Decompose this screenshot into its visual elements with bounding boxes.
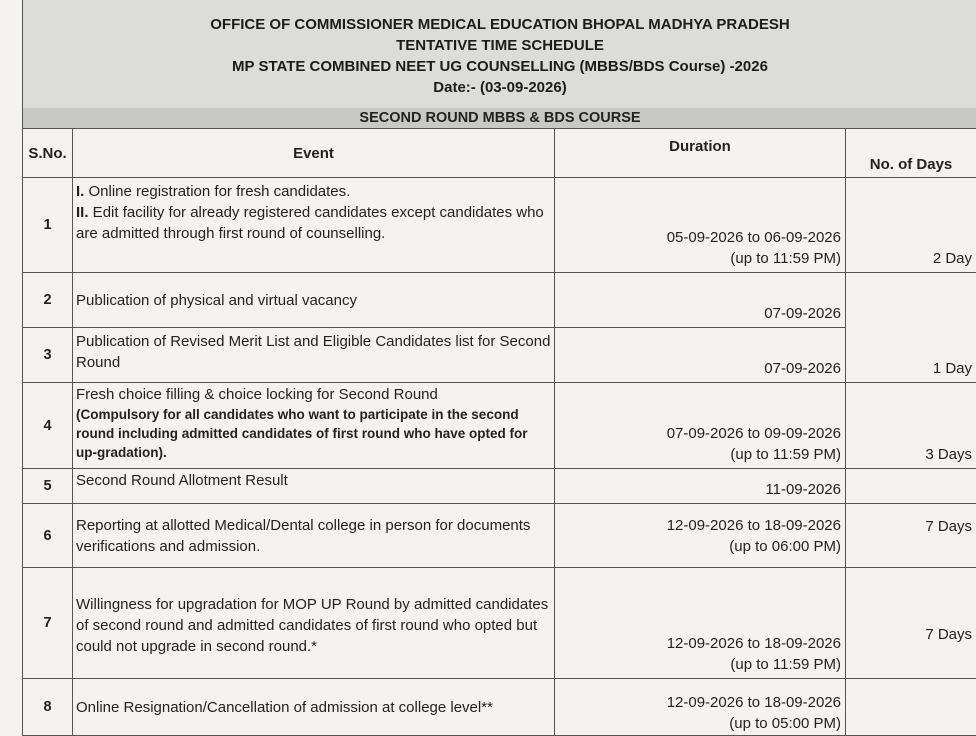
row-duration	[555, 679, 846, 736]
schedule-table	[22, 128, 976, 736]
column-header-sno: S.No.	[23, 129, 73, 178]
header-counselling-title: MP STATE COMBINED NEET UG COUNSELLING (MBBS/BDS Course) -2026	[23, 56, 976, 77]
row-sno: 3	[23, 328, 73, 383]
table-row	[23, 568, 976, 679]
event-item-text: Edit facility for already registered candidates except candidates who are admitted through first round of counselling.	[76, 204, 544, 242]
event-item-number: II.	[76, 204, 89, 221]
row-event: Publication of Revised Merit List and Eligible Candidates list for Second Round	[73, 328, 555, 383]
row-event: Publication of physical and virtual vacancy	[73, 273, 555, 328]
column-header-event: Event	[73, 129, 555, 178]
row-event: Second Round Allotment Result	[73, 469, 555, 504]
table-row	[23, 383, 976, 469]
duration-dates: 12-09-2026 to 18-09-2026	[555, 633, 841, 654]
row-event	[73, 178, 555, 273]
row-event	[73, 383, 555, 469]
row-sno: 6	[23, 504, 73, 568]
table-row	[23, 273, 976, 328]
duration-dates: 07-09-2026 to 09-09-2026	[555, 423, 841, 444]
column-header-duration: Duration	[555, 129, 846, 178]
row-event: Reporting at allotted Medical/Dental college in person for documents verifications and admission.	[73, 504, 555, 568]
table-row	[23, 469, 976, 504]
header-office-title: OFFICE OF COMMISSIONER MEDICAL EDUCATION BHOPAL MADHYA PRADESH	[23, 0, 976, 35]
row-duration	[555, 383, 846, 469]
row-days: 7 Days	[846, 504, 976, 568]
table-row	[23, 328, 976, 383]
duration-time: (up to 11:59 PM)	[555, 444, 841, 465]
column-header-days: No. of Days	[846, 129, 976, 178]
row-duration: 07-09-2026	[555, 328, 846, 383]
row-sno: 1	[23, 178, 73, 273]
event-note: (Compulsory for all candidates who want to participate in the second round including admitted candidates of first round who have opted for up-gradation).	[76, 405, 551, 462]
table-row	[23, 679, 976, 736]
event-item-text: Online registration for fresh candidates.	[84, 183, 350, 200]
row-sno: 7	[23, 568, 73, 679]
row-sno: 8	[23, 679, 73, 736]
table-header-row	[23, 129, 976, 178]
row-sno: 5	[23, 469, 73, 504]
duration-dates: 12-09-2026 to 18-09-2026	[555, 515, 841, 536]
header-date: Date:- (03-09-2026)	[23, 77, 976, 98]
duration-time: (up to 11:59 PM)	[555, 654, 841, 675]
row-event: Willingness for upgradation for MOP UP Round by admitted candidates of second round and admitted candidates of first round who opted but could not upgrade in second round.*	[73, 568, 555, 679]
row-duration: 11-09-2026	[555, 469, 846, 504]
table-row	[23, 178, 976, 273]
duration-time: (up to 11:59 PM)	[555, 248, 841, 269]
row-duration: 07-09-2026	[555, 273, 846, 328]
row-duration	[555, 568, 846, 679]
row-days: 1 Day	[846, 273, 976, 383]
duration-dates: 12-09-2026 to 18-09-2026	[555, 692, 841, 713]
row-days	[846, 679, 976, 736]
table-row	[23, 504, 976, 568]
row-sno: 4	[23, 383, 73, 469]
row-days: 3 Days	[846, 383, 976, 469]
row-event: Online Resignation/Cancellation of admission at college level**	[73, 679, 555, 736]
duration-time: (up to 06:00 PM)	[555, 536, 841, 557]
duration-dates: 05-09-2026 to 06-09-2026	[555, 227, 841, 248]
row-days: 2 Day	[846, 178, 976, 273]
duration-time: (up to 05:00 PM)	[555, 713, 841, 734]
row-sno: 2	[23, 273, 73, 328]
event-text: Fresh choice filling & choice locking for Second Round	[76, 384, 551, 405]
header-schedule-title: TENTATIVE TIME SCHEDULE	[23, 35, 976, 56]
row-duration	[555, 504, 846, 568]
document-header	[22, 0, 976, 109]
row-days: 7 Days	[846, 568, 976, 679]
row-duration	[555, 178, 846, 273]
round-title: SECOND ROUND MBBS & BDS COURSE	[22, 108, 976, 129]
event-item-number: I.	[76, 183, 84, 200]
row-days	[846, 469, 976, 504]
